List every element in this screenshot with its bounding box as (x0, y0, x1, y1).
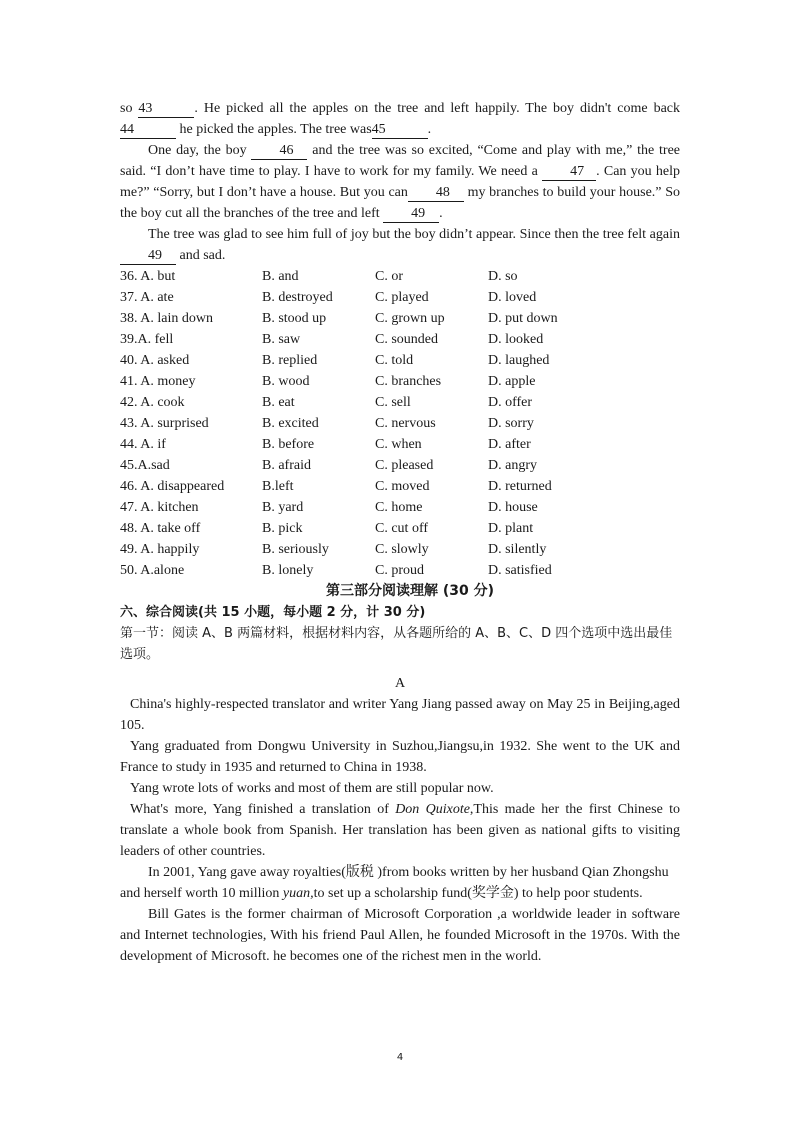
text-run: . (439, 206, 443, 221)
option-cell: C. sounded (375, 332, 438, 347)
instruction-text: 第一节：阅读 A、B 两篇材料，根据材料内容，从各题所给的 A、B、C、D 四个选项中选出最佳选项。 (120, 626, 673, 662)
text-run: One day, the boy (148, 143, 252, 158)
option-cell: C. moved (375, 479, 430, 494)
option-row (120, 476, 680, 497)
text-run: and sad. (176, 248, 226, 263)
option-cell: B. afraid (262, 458, 311, 473)
option-cell: 48. A. take off (120, 521, 201, 536)
blank-47: 47 (542, 164, 596, 181)
option-cell: B.left (262, 479, 294, 494)
option-cell: 39.A. fell (120, 332, 174, 347)
option-cell: D. laughed (488, 353, 550, 368)
option-row (120, 539, 680, 560)
option-cell: B. yard (262, 500, 304, 515)
option-cell: 50. A.alone (120, 563, 185, 578)
reading-paragraph-3: Yang wrote lots of works and most of them are still popular now. (130, 781, 494, 796)
option-cell: D. apple (488, 374, 536, 389)
option-row (120, 308, 680, 329)
text-run: The tree was glad to see him full of joy but the boy didn’t appear. Since then the tree felt again (148, 227, 680, 242)
option-cell: D. silently (488, 542, 547, 557)
text-run: What's more, Yang finished a translation of (130, 802, 396, 817)
option-cell: D. after (488, 437, 531, 452)
option-cell: B. replied (262, 353, 318, 368)
text-run: so (120, 101, 139, 116)
section-3-title: 第三部分阅读理解 (30 分) (325, 583, 495, 599)
option-row (120, 497, 680, 518)
option-row (120, 434, 680, 455)
option-cell: B. excited (262, 416, 319, 431)
option-row (120, 329, 680, 350)
option-cell: D. angry (488, 458, 537, 473)
option-cell: B. and (262, 269, 299, 284)
option-cell: D. house (488, 500, 538, 515)
option-row (120, 392, 680, 413)
option-cell: B. before (262, 437, 315, 452)
text-run: In 2001, Yang gave away royalties(版税 )from books written by her husband Qian Zhongshu and herself worth 10 million (120, 865, 669, 901)
passage-paragraph-3 (120, 224, 680, 266)
option-cell: 40. A. asked (120, 353, 190, 368)
blank-49: 49 (383, 206, 439, 223)
option-cell: D. plant (488, 521, 534, 536)
option-cell: D. returned (488, 479, 552, 494)
option-cell: 47. A. kitchen (120, 500, 199, 515)
option-cell: C. played (375, 290, 429, 305)
option-cell: 42. A. cook (120, 395, 185, 410)
option-cell: 45.A.sad (120, 458, 170, 473)
passage-paragraph-1 (120, 98, 680, 140)
exam-page (120, 98, 680, 967)
option-row (120, 350, 680, 371)
option-row (120, 518, 680, 539)
option-cell: C. sell (375, 395, 411, 410)
option-cell: B. pick (262, 521, 303, 536)
option-cell: B. seriously (262, 542, 329, 557)
option-cell: D. offer (488, 395, 533, 410)
option-cell: C. home (375, 500, 423, 515)
option-cell: D. satisfied (488, 563, 552, 578)
option-cell: B. lonely (262, 563, 314, 578)
option-cell: D. sorry (488, 416, 534, 431)
text-run: ,This made her the first Chinese to translate a whole book from Spanish. Her translation has been given as national gifts to visiting leaders of other countries. (120, 802, 680, 859)
text-run: he picked the apples. The tree was (176, 122, 372, 137)
blank-46: 46 (251, 143, 307, 160)
option-cell: B. saw (262, 332, 301, 347)
reading-paragraph-4 (120, 799, 680, 862)
option-cell: B. stood up (262, 311, 327, 326)
option-row (120, 371, 680, 392)
option-cell: C. when (375, 437, 422, 452)
blank-45: 45 (372, 122, 428, 139)
text-run: and the tree was so excited, “Come and play with me,” the tree said. “I don’t have time to play. I have to work for my family. We need a (120, 143, 681, 179)
option-cell: 36. A. but (120, 269, 176, 284)
option-cell: C. told (375, 353, 414, 368)
option-cell: C. grown up (375, 311, 445, 326)
option-row (120, 560, 680, 581)
blank-44: 44 (120, 122, 176, 139)
option-cell: D. so (488, 269, 518, 284)
option-cell: C. nervous (375, 416, 436, 431)
text-run: . (427, 122, 432, 137)
option-cell: B. wood (262, 374, 310, 389)
option-cell: B. eat (262, 395, 295, 410)
option-row (120, 455, 680, 476)
passage-paragraph-2 (120, 140, 680, 224)
option-cell: C. cut off (375, 521, 429, 536)
blank-49b: 49 (120, 248, 176, 265)
currency-word: yuan, (282, 886, 314, 901)
option-cell: C. proud (375, 563, 424, 578)
options-table (120, 266, 680, 581)
option-cell: 37. A. ate (120, 290, 174, 305)
blank-43: 43 (138, 101, 194, 118)
option-cell: C. or (375, 269, 403, 284)
option-cell: D. looked (488, 332, 544, 347)
book-title: Don Quixote (395, 802, 470, 817)
reading-paragraph-5 (120, 862, 680, 904)
option-cell: 49. A. happily (120, 542, 200, 557)
option-cell: 41. A. money (120, 374, 196, 389)
text-run: my branches to build your house.” So the boy cut all the branches of the tree and left (120, 185, 680, 221)
text-run: to set up a scholarship fund(奖学金) to help poor students. (313, 886, 643, 901)
text-run: . Can you help me?” “Sorry, but I don’t have a house. But you can (120, 164, 681, 200)
option-row (120, 287, 680, 308)
text-run: . He picked all the apples on the tree and left happily. The boy didn't come back (194, 101, 680, 116)
option-cell: 46. A. disappeared (120, 479, 225, 494)
part-6-title: 六、综合阅读(共 15 小题，每小题 2 分，计 30 分) (120, 605, 426, 620)
blank-48: 48 (408, 185, 464, 202)
option-cell: C. slowly (375, 542, 429, 557)
option-cell: B. destroyed (262, 290, 333, 305)
page-number: 4 (396, 1052, 404, 1063)
option-cell: 38. A. lain down (120, 311, 213, 326)
option-cell: 43. A. surprised (120, 416, 209, 431)
option-cell: D. put down (488, 311, 558, 326)
reading-paragraph-6: Bill Gates is the former chairman of Microsoft Corporation ,a worldwide leader in software and Internet technologies, With his friend Paul Allen, he founded Microsoft in the 1970s. With the development of Microsoft. he becomes one of the richest men in the world. (120, 907, 680, 964)
option-cell: D. loved (488, 290, 537, 305)
option-cell: C. pleased (375, 458, 434, 473)
option-row (120, 413, 680, 434)
option-cell: 44. A. if (120, 437, 166, 452)
passage-a-label: A (394, 676, 406, 691)
option-row (120, 266, 680, 287)
option-cell: C. branches (375, 374, 442, 389)
reading-paragraph-1: China's highly-respected translator and writer Yang Jiang passed away on May 25 in Beijing,aged 105. (120, 697, 680, 733)
reading-paragraph-2: Yang graduated from Dongwu University in Suzhou,Jiangsu,in 1932. She went to the UK and France to study in 1935 and returned to China in 1938. (120, 739, 680, 775)
